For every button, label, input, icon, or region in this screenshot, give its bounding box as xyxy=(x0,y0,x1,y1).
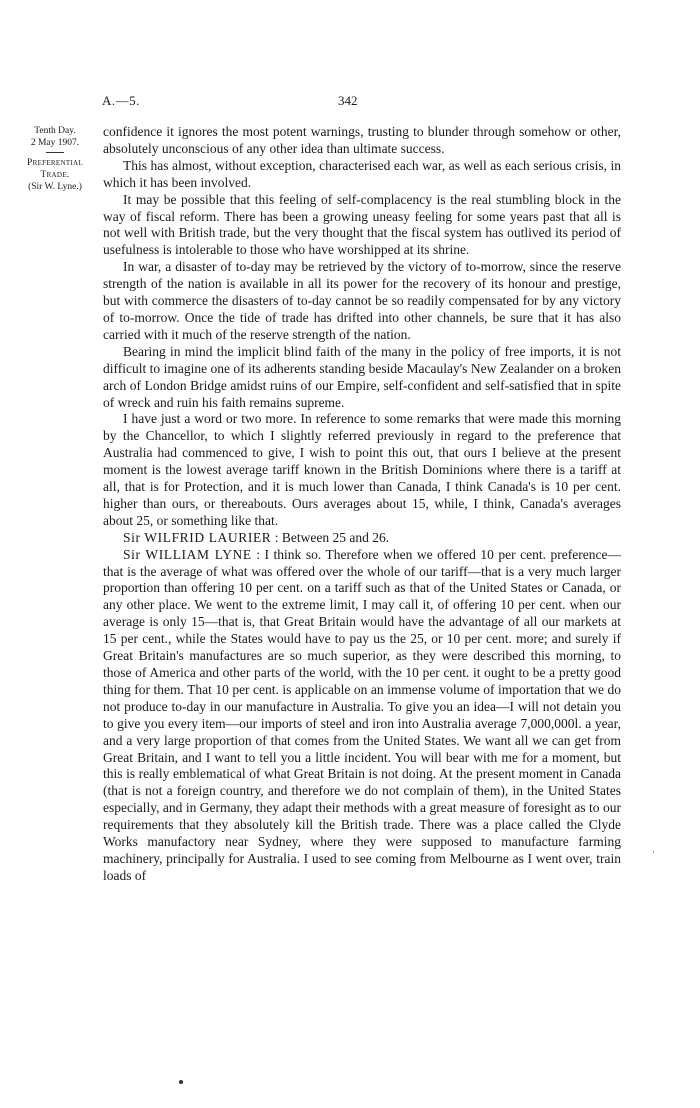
margin-speaker: (Sir W. Lyne.) xyxy=(28,182,82,192)
document-reference: A.—5. xyxy=(102,93,140,108)
speech-text: : I think so. Therefore when we offered 10 per cent. preference—that is the average of what was offered over the whole of our tariff—that is a very much larger proportion than offering 10 per cent. on a tariff such as that of the United States or Canada, or any other place. We went to the extreme limit, I may call it, of offering 10 per cent. when our average is only 15—that is, that Great Britain would have the advantage of all our markets at 15 per cent., while the States would have to pay us the 25, or 10 per cent. more; and surely if Great Britain's manufactures are so much superior, as they were described this morning, to those of America and other parts of the world, with the 10 per cent. it ought to be a pretty good thing for them. That 10 per cent. is applicable on an immense volume of importation that we do not produce to-day in our manufacture in Australia. To give you an idea—I will not detain you to give you every item—our imports of steel and iron into Australia average 7,000,000l. a year, and a very large proportion of that comes from the United States. We want all we can get from Great Britain, and I want to tell you a little incident. You will bear with me for a moment, but this is really emblematical of what Great Britain is not doing. At the present moment in Canada (that is not a foreign country, and therefore we do not complain of them), in the United States especially, and in Germany, they adapt their methods with a great measure of foresight as to our requirements that they absolutely kill the British trade. There was a place called the Clyde Works manufactory near Sydney, where they were supposed to manufacture farming machinery, principally for Australia. I used to see coming from Melbourne as I went over, train loads of xyxy=(103,546,621,883)
margin-subject-line1: Preferential xyxy=(27,158,83,168)
paragraph: This has almost, without exception, characterised each war, as well as each serious crisis, in which it has been involved. xyxy=(103,157,621,190)
paragraph: It may be possible that this feeling of self-complacency is the real stumbling block in the way of fiscal reform. There has been a growing uneasy feeling for some years past that all is not well with British trade, but the very thought that the fiscal system has outlived its period of usefulness is intolerable to those who have worshipped at its shrine. xyxy=(103,191,621,258)
speaker-name: Sir WILLIAM LYNE xyxy=(123,546,252,562)
laurier-remark xyxy=(103,530,621,547)
paragraph: confidence it ignores the most potent warnings, trusting to blunder through somehow or other, absolutely unconscious of any other idea than ultimate success. xyxy=(103,124,621,156)
margin-mark: ˌ xyxy=(652,842,656,853)
margin-notes xyxy=(14,125,96,193)
margin-subject-line2: Trade. xyxy=(40,170,70,180)
page-dot xyxy=(179,1080,183,1084)
margin-day: Tenth Day. xyxy=(34,126,76,136)
speaker-name: Sir WILFRID LAURIER xyxy=(123,529,272,545)
lyne-remark xyxy=(103,547,621,885)
paragraph: In war, a disaster of to-day may be retrieved by the victory of to-morrow, since the reserve strength of the nation is available in all its power for the recovery of its honour and prestige, but with commerce the disasters of to-day cannot be so readily compensated for by any victory of to-morrow. Once the tide of trade has drifted into other channels, be sure that it has also carried with it much of the reserve strength of the nation. xyxy=(103,259,621,342)
paragraph: Bearing in mind the implicit blind faith of the many in the policy of free imports, it is not difficult to imagine one of its adherents standing beside Macaulay's New Zealander on a broken arch of London Bridge amidst ruins of our Empire, self-confident and self-satisfied that in spite of wreck and ruin his faith remains supreme. xyxy=(103,343,621,410)
main-text xyxy=(103,124,621,885)
paragraph: I have just a word or two more. In reference to some remarks that were made this morning by the Chancellor, to which I slightly referred previously in regard to the preference that Australia had commenced to give, I wish to point this out, that ours I believe at the present moment is the lowest average tariff known in the British Dominions where there is a tariff at all, that is for Protection, and it is much lower than Canada, I think Canada's is 10 per cent. higher than ours, or thereabouts. Ours averages about 15, while, I think, Canada's averages about 25, or something like that. xyxy=(103,411,621,528)
page-header xyxy=(0,93,700,109)
margin-divider xyxy=(46,152,64,153)
page-number: 342 xyxy=(338,93,358,108)
speech-text: : Between 25 and 26. xyxy=(274,529,390,545)
margin-date: 2 May 1907. xyxy=(30,138,80,148)
